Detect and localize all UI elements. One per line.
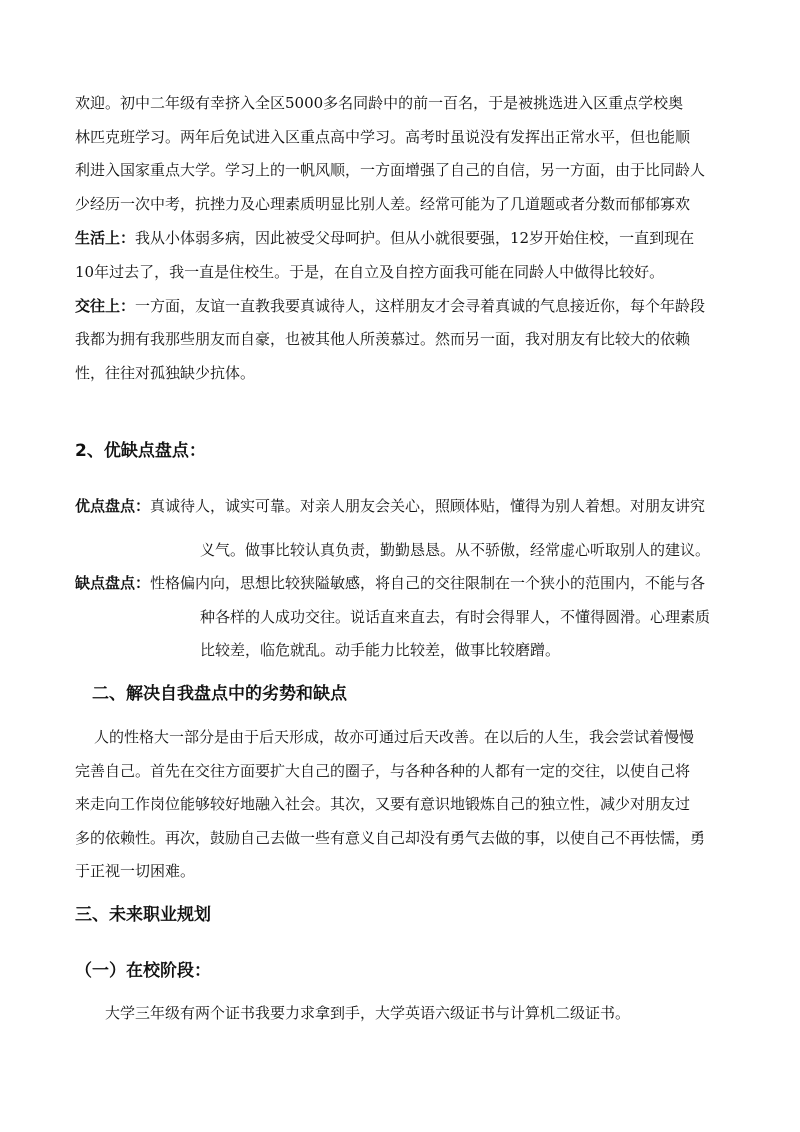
part2-line: 来走向工作岗位能够较好地融入社会。其次，又要有意识地锻炼自己的独立性，减少对朋友过 [75,795,691,813]
life-paragraph [75,228,694,248]
pros-text: 真诚待人，诚实可靠。对亲人朋友会关心，照顾体贴，懂得为别人着想。对朋友讲究 [150,497,706,515]
cons-paragraph [75,573,705,593]
cons-line: 比较差，临危就乱。动手能力比较差，做事比较磨蹭。 [200,641,561,659]
intro-line: 少经历一次中考，抗挫力及心理素质明显比别人差。经常可能为了几道题或者分数而郁郁寡欢 [75,195,691,213]
section-heading: 2、优缺点盘点： [75,441,206,461]
part2-line: 完善自己。首先在交往方面要扩大自己的圈子，与各种各种的人都有一定的交往，以使自己将 [75,762,691,780]
pros-paragraph [75,496,705,516]
part-heading: 三、未来职业规划 [75,905,211,925]
part2-line: 多的依赖性。再次，鼓励自己去做一些有意义自己却没有勇气去做的事，以使自己不再怯懦，勇 [75,829,706,847]
social-line: 我都为拥有我那些朋友而自豪，也被其他人所羡慕过。然而另一面，我对朋友有比较大的依赖 [75,330,691,348]
cons-line: 种各样的人成功交往。说话直来直去，有时会得罪人，不懂得圆滑。心理素质 [200,608,711,626]
life-label: 生活上： [75,229,136,247]
life-line: 10年过去了，我一直是住校生。于是，在自立及自控方面我可能在同龄人中做得比较好。 [75,263,665,281]
part2-line: 人的性格大一部分是由于后天形成，故亦可通过后天改善。在以后的人生，我会尝试着慢慢 [94,728,695,746]
part-heading: 二、解决自我盘点中的劣势和缺点 [92,684,347,704]
pros-label: 优点盘点： [75,497,151,515]
social-label: 交往上： [75,297,136,315]
intro-line: 利进入国家重点大学。学习上的一帆风顺，一方面增强了自己的自信，另一方面，由于比同龄人 [75,161,706,179]
stage1-line: 大学三年级有两个证书我要力求拿到手，大学英语六级证书与计算机二级证书。 [105,1004,631,1022]
part2-line: 于正视一切困难。 [75,862,196,880]
subsection-heading: （一）在校阶段： [75,961,211,981]
cons-text: 性格偏内向，思想比较狭隘敏感，将自己的交往限制在一个狭小的范围内，不能与各 [150,574,706,592]
life-text: 我从小体弱多病，因此被受父母呵护。但从小就很要强，12岁开始住校，一直到现在 [135,229,695,247]
cons-label: 缺点盘点： [75,574,151,592]
intro-line: 欢迎。初中二年级有幸挤入全区5000多名同龄中的前一百名，于是被挑选进入区重点学校奥 [75,94,684,112]
pros-line: 义气。做事比较认真负责，勤勤恳恳。从不骄傲，经常虚心听取别人的建议。 [200,541,711,559]
social-line: 性，往往对孤独缺少抗体。 [75,364,256,382]
intro-line: 林匹克班学习。两年后免试进入区重点高中学习。高考时虽说没有发挥出正常水平，但也能顺 [75,128,691,146]
social-paragraph [75,296,705,316]
social-text: 一方面，友谊一直教我要真诚待人，这样朋友才会寻着真诚的气息接近你，每个年龄段 [135,297,706,315]
